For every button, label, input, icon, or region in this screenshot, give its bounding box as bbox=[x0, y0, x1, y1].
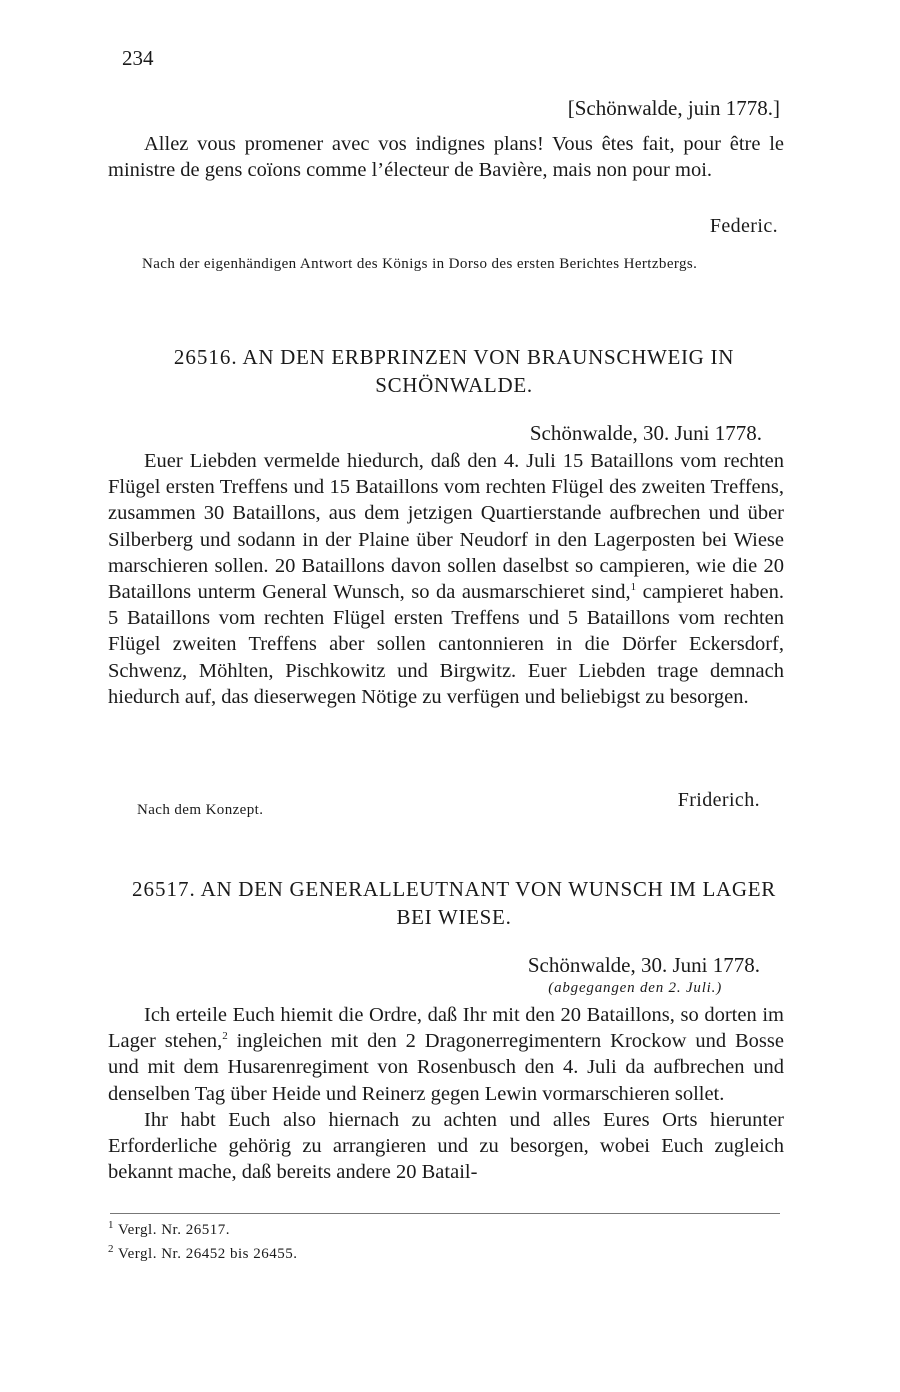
page-number: 234 bbox=[122, 46, 154, 70]
letter-1-body bbox=[108, 131, 784, 183]
footnote-1-text: Vergl. Nr. 26517. bbox=[117, 1222, 230, 1238]
letter-1-signature: Federic. bbox=[709, 215, 778, 237]
footnote-1-marker: 1 bbox=[108, 1219, 114, 1231]
letter-2-text-part-2: campieret haben. 5 Bataillons vom rechten Flügel ersten Treffens und 5 Bataillons vom rechten Flügel zweiten Treffens aber sollen cantonnieren in die Dörfer Eckersdorf, Schwenz, Möhlten, Pischkowitz und Birgwitz. Euer Liebden trage demnach hiedurch auf, das dieserwegen Nötige zu verfügen und beliebigst zu besorgen. bbox=[108, 581, 784, 708]
footnote-2-marker: 2 bbox=[108, 1243, 114, 1255]
letter-3-place-date: Schönwalde, 30. Juni 1778. bbox=[527, 953, 760, 977]
letter-2-source-note: Nach dem Konzept. bbox=[137, 802, 264, 818]
letter-1-text: Allez vous promener avec vos indignes plans! Vous êtes fait, pour être le ministre de gens coïons comme l’électeur de Bavière, mais non pour moi. bbox=[108, 133, 784, 182]
footnote-ref-1: 1 bbox=[630, 581, 637, 594]
letter-3-paragraph-2: Ihr habt Euch also hiernach zu achten und alles Eures Orts hierunter Erforderliche gehörig zu arrangieren und zu besorgen, wobei Euch zugleich bekannt mache, daß bereits andere 20 Batail- bbox=[108, 1108, 784, 1184]
letter-1-source-note bbox=[108, 254, 784, 275]
footnote-1 bbox=[108, 1218, 297, 1242]
letter-3-dispatch-note: (abgegangen den 2. Juli.) bbox=[548, 980, 722, 996]
letter-3-text-part-2: ingleichen mit den 2 Dragonerregimentern Krockow und Bosse und mit dem Husarenregiment von Rosenbusch den 4. Juli da aufbrechen und denselben Tag über Heide und Reinerz gegen Lewin vormarschieren sollet. bbox=[108, 1030, 784, 1105]
footnote-2 bbox=[108, 1242, 297, 1266]
letter-3-paragraph-1 bbox=[108, 1002, 784, 1107]
letter-2-heading bbox=[130, 343, 778, 399]
letter-2-title: AN DEN ERBPRINZEN VON BRAUNSCHWEIG IN SCHÖNWALDE. bbox=[242, 345, 735, 397]
letter-2-signature: Friderich. bbox=[677, 789, 760, 811]
letter-3-number: 26517. bbox=[132, 877, 196, 901]
footnote-ref-2: 2 bbox=[222, 1030, 228, 1043]
letter-3-heading bbox=[130, 875, 778, 931]
footnote-2-text: Vergl. Nr. 26452 bis 26455. bbox=[117, 1246, 298, 1262]
letter-3-text-part-1: Ich erteile Euch hiemit die Ordre, daß Ihr mit den 20 Bataillons, so dorten im Lager stehen, bbox=[108, 1004, 784, 1053]
letter-2-text bbox=[108, 448, 784, 710]
letter-2-place-date: Schönwalde, 30. Juni 1778. bbox=[529, 421, 762, 445]
letter-2-body bbox=[108, 448, 784, 710]
letter-1-place-date: [Schönwalde, juin 1778.] bbox=[567, 96, 780, 120]
letter-1-source-text: Nach der eigenhändigen Antwort des Königs in Dorso des ersten Berichtes Hertzbergs. bbox=[142, 256, 698, 272]
letter-2-number: 26516. bbox=[173, 345, 238, 369]
letter-2-text-part-1: Euer Liebden vermelde hiedurch, daß den 4. Juli 15 Bataillons vom rechten Flügel ersten Treffens und 15 Bataillons vom rechten Flügel des zweiten Treffens, zusammen 30 Bataillons, aus dem jetzigen Quartierstande aufbrechen und über Silberberg und sodann in der Plaine über Neudorf in den Lagerposten bei Wiese marschieren sollen. 20 Bataillons davon sollen daselbst so campieren, wie die 20 Bataillons unterm General Wunsch, so da ausmarschieret sind, bbox=[108, 450, 784, 604]
letter-3-title: AN DEN GENERALLEUTNANT VON WUNSCH IM LAGER BEI WIESE. bbox=[200, 877, 776, 929]
footnotes bbox=[108, 1196, 297, 1266]
letter-3-body bbox=[108, 1002, 784, 1185]
